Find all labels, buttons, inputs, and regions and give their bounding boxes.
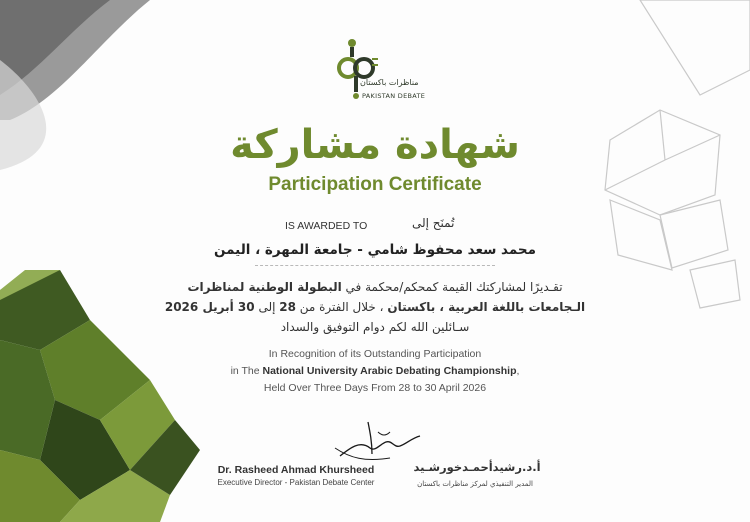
- english-body-line-3: Held Over Three Days From 28 to 30 April 2026: [263, 382, 487, 394]
- signatory-name-arabic: أ.د.رشيدأحمـدخورشـيد: [413, 460, 541, 474]
- awarded-to-arabic: تُمنَح إلى: [412, 216, 455, 230]
- english-body-line-1: In Recognition of its Outstanding Participation: [268, 348, 482, 360]
- signatory-title-arabic: المدير التنفيذي لمركز مناظرات باكستان: [417, 480, 533, 488]
- arabic-body-line-1: تقـديرًا لمشاركتك القيمة كمحكم/محكمة في البطولة الوطنية لمناظرات: [187, 280, 563, 294]
- handwritten-signature: [320, 418, 430, 464]
- arabic-body: [0, 277, 750, 337]
- arabic-body-line-3: سـائلين الله لكم دوام التوفيق والسداد: [280, 320, 470, 334]
- signatory-name-english: Dr. Rasheed Ahmad Khursheed: [217, 464, 375, 476]
- english-body-line-2: in The National University Arabic Debating Championship,: [230, 365, 520, 377]
- logo-english-text: PAKISTAN DEBATE: [362, 92, 426, 100]
- recipient-name-underline: [255, 265, 495, 266]
- signatory-title-english: Executive Director - Pakistan Debate Center: [217, 478, 375, 487]
- awarded-to-english: IS AWARDED TO: [285, 220, 368, 232]
- title-english: Participation Certificate: [268, 174, 482, 195]
- recipient-name: محمد سعد محفوظ شامي - جامعة المهرة ، اليمن: [213, 242, 536, 258]
- arabic-body-line-2: الـجامعات باللغة العربية ، باكستان ، خلال الفترة من 28 إلى 30 أبريل 2026: [164, 300, 586, 314]
- english-body: [0, 346, 750, 397]
- title-arabic: شهادة مشاركة: [230, 122, 520, 168]
- logo-arabic-text: مناظرات باكستان: [360, 78, 419, 87]
